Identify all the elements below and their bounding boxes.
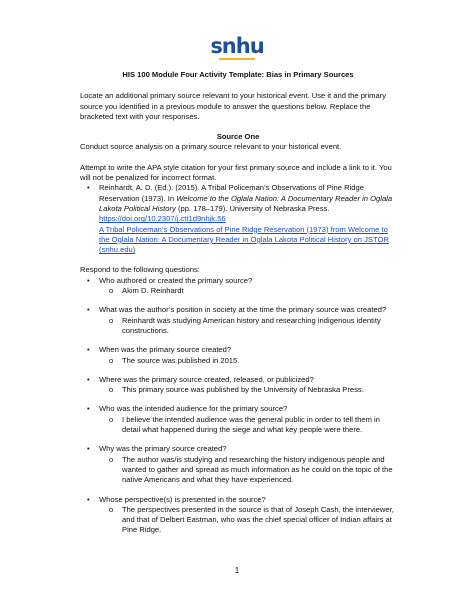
doi-link[interactable]: https://doi.org/10.2307/j.ctt1d9nhjk.56 [99, 214, 226, 224]
sub-bullet-icon: o [109, 385, 114, 395]
answer-text: Reinhardt was studying American history and researching indigenous identity constructions. [122, 315, 381, 335]
citation-text-2: (pp. 178–179). University of Nebraska Press. [175, 203, 330, 213]
question-item [80, 495, 396, 536]
answer-text: This primary source was published by the University of Nebraska Press. [122, 385, 364, 395]
question-item [80, 305, 396, 336]
answer-text: The author was/is studying and researching the history indigenous people and wanted to gather and spread as much information as he could on the topic of the native Americans and what they have experienced. [122, 454, 393, 485]
bullet-icon: • [87, 494, 90, 504]
question-item [80, 276, 396, 297]
answer-text: The source was published in 2015. [122, 355, 240, 365]
question-text: Who authored or created the primary source? [99, 275, 253, 285]
bullet-icon: • [87, 275, 90, 285]
question-text: What was the author’s position in society at the time the primary source was created? [99, 305, 387, 315]
bullet-icon: • [87, 374, 90, 384]
question-text: Who was the intended audience for the primary source? [99, 404, 288, 414]
question-item [80, 404, 396, 435]
answer-text: The perspectives presented in the source is that of Joseph Cash, the interviewer, and that of Delbert Eastman, who was the chief special officer of Indian affairs at Pine Ridge. [122, 504, 394, 535]
bullet-icon: • [87, 404, 90, 414]
question-item [80, 345, 396, 366]
intro-paragraph: Locate an additional primary source relevant to your historical event. Use it and the primary source you identified in a previous module to answer the questions below. Replace the bracketed text with your responses. [80, 91, 387, 121]
page-number: 1 [234, 566, 240, 575]
question-item [80, 375, 396, 396]
sub-bullet-icon: o [109, 355, 114, 365]
logo-text: snhu [210, 34, 264, 58]
sub-bullet-icon: o [109, 286, 114, 296]
question-text: Whose perspective(s) is presented in the source? [99, 494, 266, 504]
answer-text: Akim D. Reinhardt [122, 286, 184, 296]
question-text: Where was the primary source created, released, or publicized? [99, 374, 314, 384]
source-instruction: Conduct source analysis on a primary source relevant to your historical event. [80, 142, 342, 152]
sub-bullet-icon: o [109, 315, 114, 325]
question-text: Why was the primary source created? [99, 444, 227, 454]
question-list [80, 276, 396, 536]
bullet-icon: • [87, 305, 90, 315]
citation-book-title: Welcome to the Oglala Nation: A Documentary Reader in Oglala Lakota Political History [99, 193, 393, 213]
citation-text-1: Reinhardt, A. D. (Ed.). (2015). A Tribal Policeman’s Observations of Pine Ridge Reservation (1973). In [99, 183, 364, 203]
bullet-icon: • [87, 183, 90, 193]
sub-bullet-icon: o [109, 414, 114, 424]
bullet-icon: • [87, 444, 90, 454]
document-body [80, 70, 396, 536]
question-text: When was the primary source created? [99, 345, 232, 355]
bullet-icon: • [87, 345, 90, 355]
source-heading: Source One [216, 132, 260, 142]
snhu-logo [0, 34, 474, 60]
sub-bullet-icon: o [109, 504, 114, 514]
question-item [80, 444, 396, 485]
answer-text: I believe the intended audience was the general public in order to tell them in detail what happened during the siege and what key people were there. [122, 414, 380, 435]
citation-instruction: Attempt to write the APA style citation for your first primary source and include a link to it. You will not be penalized for incorrect format. [80, 162, 392, 183]
document-title: HIS 100 Module Four Activity Template: Bias in Primary Sources [122, 70, 354, 79]
citation-item [80, 183, 396, 255]
logo-underline [219, 58, 255, 60]
jstor-link[interactable]: A Tribal Policeman’s Observations of Pine Ridge Reservation (1973) from Welcome to the Oglala Nation: A Documentary Reader in Oglala Lakota Political History on JSTOR (snhu.edu) [99, 224, 389, 255]
sub-bullet-icon: o [109, 454, 114, 464]
respond-label: Respond to the following questions: [80, 265, 200, 275]
